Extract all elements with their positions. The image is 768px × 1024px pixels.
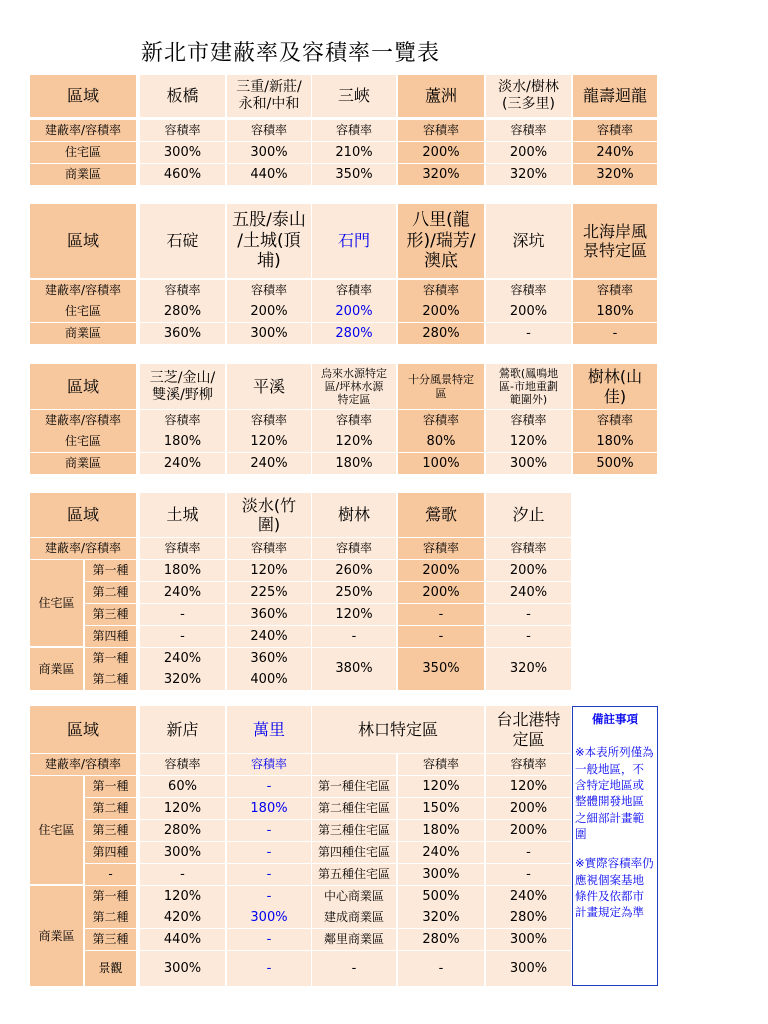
table-header-cell: 新店	[140, 706, 225, 753]
table-cell: 第四種	[85, 626, 136, 647]
table-cell: 280%	[312, 323, 396, 344]
table-cell: 320%	[140, 669, 225, 690]
table-cell: 280%	[398, 929, 484, 950]
table-cell: 住宅區	[30, 301, 136, 322]
table-cell: 460%	[140, 164, 225, 185]
table-cell: 住宅區	[30, 560, 83, 646]
remarks-item: ※實際容積率仍應視個案基地條件及依都市計畫規定為準	[575, 856, 654, 920]
table-cell: 200%	[398, 301, 484, 322]
table-cell: 150%	[398, 798, 484, 819]
table-cell: 440%	[140, 929, 225, 950]
table-cell: 第三種	[85, 929, 136, 950]
table-cell: 60%	[140, 776, 225, 797]
table-cell: 240%	[486, 886, 571, 907]
table-cell: 120%	[398, 776, 484, 797]
table-cell: 320%	[486, 164, 571, 185]
table-header-cell: 區域	[30, 204, 136, 278]
table-cell: 260%	[312, 560, 396, 581]
table-header-cell: 鶯歌	[398, 493, 484, 537]
table-header-cell: 平溪	[227, 364, 311, 409]
table-cell: 景觀	[85, 951, 136, 986]
table-cell: 180%	[573, 301, 657, 322]
table-cell: -	[227, 929, 311, 950]
table-cell: -	[227, 886, 311, 907]
table-cell	[312, 754, 396, 775]
remarks-box	[572, 706, 658, 986]
table-cell: 300%	[227, 323, 311, 344]
table-cell: 300%	[486, 951, 571, 986]
table-header-cell: 林口特定區	[312, 706, 484, 753]
table-cell: 380%	[312, 648, 396, 690]
table-cell: 100%	[398, 453, 484, 474]
table-cell: 120%	[312, 604, 396, 625]
table-cell: 商業區	[30, 164, 136, 185]
table-cell: 280%	[486, 907, 571, 928]
table-cell: 容積率	[398, 120, 484, 141]
table-cell: -	[573, 323, 657, 344]
table-cell: 120%	[486, 431, 571, 452]
table-cell: 240%	[227, 626, 311, 647]
table-cell: -	[227, 776, 311, 797]
table-cell: -	[398, 604, 484, 625]
table-cell: 商業區	[30, 648, 83, 690]
table-cell: 容積率	[227, 538, 311, 559]
table-header-cell: 萬里	[227, 706, 311, 753]
table-header-cell: 三峽	[312, 75, 396, 117]
table-header-cell: 區域	[30, 364, 136, 409]
table-cell: 第三種	[85, 820, 136, 841]
table-cell: 360%	[227, 648, 311, 669]
table-cell: 第三種	[85, 604, 136, 625]
table-cell: 120%	[140, 798, 225, 819]
table-cell: 鄰里商業區	[312, 929, 396, 950]
table-header-cell: 樹林(山 佳)	[573, 364, 657, 409]
table-cell: 商業區	[30, 323, 136, 344]
table-cell: -	[227, 820, 311, 841]
table-cell: 住宅區	[30, 431, 136, 452]
table-cell: 200%	[398, 142, 484, 163]
table-cell: 容積率	[140, 538, 225, 559]
table-cell: -	[486, 626, 571, 647]
table-cell: 240%	[573, 142, 657, 163]
table-cell: 300%	[140, 142, 225, 163]
table-cell: 建蔽率/容積率	[30, 280, 136, 301]
table-header-cell: 淡水/樹林 (三多里)	[486, 75, 571, 117]
table-cell: 容積率	[140, 280, 225, 301]
table-header-cell: 石碇	[140, 204, 225, 278]
table-cell: 120%	[227, 431, 311, 452]
table-cell: 240%	[140, 648, 225, 669]
table-cell: 280%	[140, 820, 225, 841]
table-cell: 容積率	[227, 280, 311, 301]
table-cell: 240%	[227, 453, 311, 474]
remarks-heading: 備註事項	[592, 712, 638, 726]
table-cell: 180%	[312, 453, 396, 474]
table-cell: 第二種	[85, 798, 136, 819]
table-cell: -	[398, 951, 484, 986]
table-header-cell: 區域	[30, 75, 136, 117]
table-cell: 中心商業區	[312, 886, 396, 907]
table-cell: 建成商業區	[312, 907, 396, 928]
table-cell: 住宅區	[30, 776, 83, 884]
table-cell: 200%	[486, 301, 571, 322]
table-cell: 420%	[140, 907, 225, 928]
table-cell: 300%	[140, 842, 225, 863]
table-cell: 第一種住宅區	[312, 776, 396, 797]
table-cell: 300%	[227, 142, 311, 163]
table-cell: 容積率	[227, 754, 311, 775]
table-header-cell: 樹林	[312, 493, 396, 537]
table-cell: -	[312, 951, 396, 986]
table-cell: -	[227, 951, 311, 986]
table-cell: 容積率	[312, 410, 396, 431]
table-cell: -	[227, 842, 311, 863]
table-cell: 180%	[140, 560, 225, 581]
table-cell: -	[398, 626, 484, 647]
table-header-cell: 石門	[312, 204, 396, 278]
table-cell: 容積率	[486, 410, 571, 431]
table-cell: 容積率	[486, 538, 571, 559]
table-cell: -	[140, 626, 225, 647]
table-header-cell: 三芝/金山/ 雙溪/野柳	[140, 364, 225, 409]
table-cell: 容積率	[398, 754, 484, 775]
table-cell: 商業區	[30, 886, 83, 986]
table-cell: 250%	[312, 582, 396, 603]
table-header-cell: 鶯歌(鳳鳴地 區-市地重劃 範圍外)	[486, 364, 571, 409]
table-header-cell: 蘆洲	[398, 75, 484, 117]
table-cell: 容積率	[312, 538, 396, 559]
table-cell: 第三種住宅區	[312, 820, 396, 841]
table-cell: 容積率	[573, 120, 657, 141]
table-cell: 住宅區	[30, 142, 136, 163]
table-header-cell: 烏來水源特定 區/坪林水源 特定區	[312, 364, 396, 409]
table-cell: 300%	[227, 907, 311, 928]
table-header-cell: 三重/新莊/ 永和/中和	[227, 75, 311, 117]
table-cell: 第四種	[85, 842, 136, 863]
table-cell: 容積率	[140, 410, 225, 431]
table-cell: 240%	[140, 453, 225, 474]
table-cell: 320%	[398, 164, 484, 185]
table-cell: 320%	[398, 907, 484, 928]
table-cell: 容積率	[573, 280, 657, 301]
table-cell: 180%	[573, 431, 657, 452]
remarks-item: ※本表所列僅為一般地區，不含特定地區或整體開發地區之細部計畫範圍	[575, 745, 654, 841]
table-header-cell: 龍壽迴龍	[573, 75, 657, 117]
table-cell: 210%	[312, 142, 396, 163]
table-cell: 第一種	[85, 560, 136, 581]
table-cell: 500%	[573, 453, 657, 474]
table-cell: 120%	[140, 886, 225, 907]
table-cell: 120%	[227, 560, 311, 581]
table-header-cell: 板橋	[140, 75, 225, 117]
table-cell: 建蔽率/容積率	[30, 754, 136, 775]
table-cell: -	[140, 864, 225, 885]
table-cell: 400%	[227, 669, 311, 690]
table-cell: 200%	[227, 301, 311, 322]
table-cell: 容積率	[227, 120, 311, 141]
table-header-cell: 十分風景特定 區	[398, 364, 484, 409]
table-cell: 280%	[398, 323, 484, 344]
table-cell: 180%	[398, 820, 484, 841]
table-cell: 180%	[140, 431, 225, 452]
table-cell: 180%	[227, 798, 311, 819]
table-cell: 200%	[486, 820, 571, 841]
table-cell: 容積率	[398, 410, 484, 431]
table-cell: 200%	[312, 301, 396, 322]
table-cell: 容積率	[486, 754, 571, 775]
table-cell: 350%	[398, 648, 484, 690]
table-cell: 第五種住宅區	[312, 864, 396, 885]
table-cell: 360%	[140, 323, 225, 344]
table-cell: 容積率	[312, 280, 396, 301]
table-cell: 第二種	[85, 907, 136, 928]
table-cell: 120%	[486, 776, 571, 797]
table-cell: 容積率	[398, 280, 484, 301]
table-cell: -	[227, 864, 311, 885]
table-cell: 建蔽率/容積率	[30, 120, 136, 141]
table-cell: 容積率	[140, 120, 225, 141]
table-cell: 200%	[486, 798, 571, 819]
table-cell: 容積率	[486, 280, 571, 301]
table-cell: 300%	[486, 929, 571, 950]
table-header-cell: 土城	[140, 493, 225, 537]
table-cell: 容積率	[312, 120, 396, 141]
table-cell: 第一種	[85, 776, 136, 797]
table-cell: 容積率	[398, 538, 484, 559]
table-cell: 第二種住宅區	[312, 798, 396, 819]
page-title: 新北市建蔽率及容積率一覽表	[141, 41, 441, 66]
table-cell: 80%	[398, 431, 484, 452]
table-cell: -	[486, 864, 571, 885]
table-cell: 建蔽率/容積率	[30, 538, 136, 559]
table-cell: 240%	[140, 582, 225, 603]
table-cell: 500%	[398, 886, 484, 907]
table-header-cell: 五股/泰山 /土城(頂 埔)	[227, 204, 311, 278]
table-cell: 360%	[227, 604, 311, 625]
table-cell: 240%	[486, 582, 571, 603]
table-cell: 280%	[140, 301, 225, 322]
table-cell: 容積率	[140, 754, 225, 775]
table-header-cell: 汐止	[486, 493, 571, 537]
table-header-cell: 台北港特 定區	[486, 706, 571, 753]
table-cell: 200%	[486, 560, 571, 581]
table-header-cell: 區域	[30, 706, 136, 753]
table-cell: 200%	[398, 582, 484, 603]
table-cell: 225%	[227, 582, 311, 603]
table-cell: 容積率	[486, 120, 571, 141]
table-cell: -	[312, 626, 396, 647]
table-cell: 300%	[140, 951, 225, 986]
table-header-cell: 淡水(竹 圍)	[227, 493, 311, 537]
table-header-cell: 區域	[30, 493, 136, 537]
table-header-cell: 北海岸風 景特定區	[573, 204, 657, 278]
table-cell: 第四種住宅區	[312, 842, 396, 863]
table-cell: 200%	[398, 560, 484, 581]
table-cell: 350%	[312, 164, 396, 185]
table-cell: 120%	[312, 431, 396, 452]
table-header-cell: 八里(龍 形)/瑞芳/ 澳底	[398, 204, 484, 278]
table-cell: 300%	[486, 453, 571, 474]
table-cell: 第二種	[85, 582, 136, 603]
table-cell: -	[486, 323, 571, 344]
table-cell: 第一種	[85, 648, 136, 669]
table-cell: -	[140, 604, 225, 625]
table-cell: -	[486, 604, 571, 625]
table-cell: 320%	[486, 648, 571, 690]
table-cell: 440%	[227, 164, 311, 185]
table-cell: 容積率	[227, 410, 311, 431]
table-cell: 建蔽率/容積率	[30, 410, 136, 431]
table-cell: 商業區	[30, 453, 136, 474]
table-cell: 320%	[573, 164, 657, 185]
table-cell: 200%	[486, 142, 571, 163]
table-cell: 第二種	[85, 669, 136, 690]
table-header-cell: 深坑	[486, 204, 571, 278]
table-cell: 300%	[398, 864, 484, 885]
table-cell: 240%	[398, 842, 484, 863]
table-cell: -	[486, 842, 571, 863]
table-cell: -	[85, 864, 136, 885]
table-cell: 第一種	[85, 886, 136, 907]
table-cell: 容積率	[573, 410, 657, 431]
